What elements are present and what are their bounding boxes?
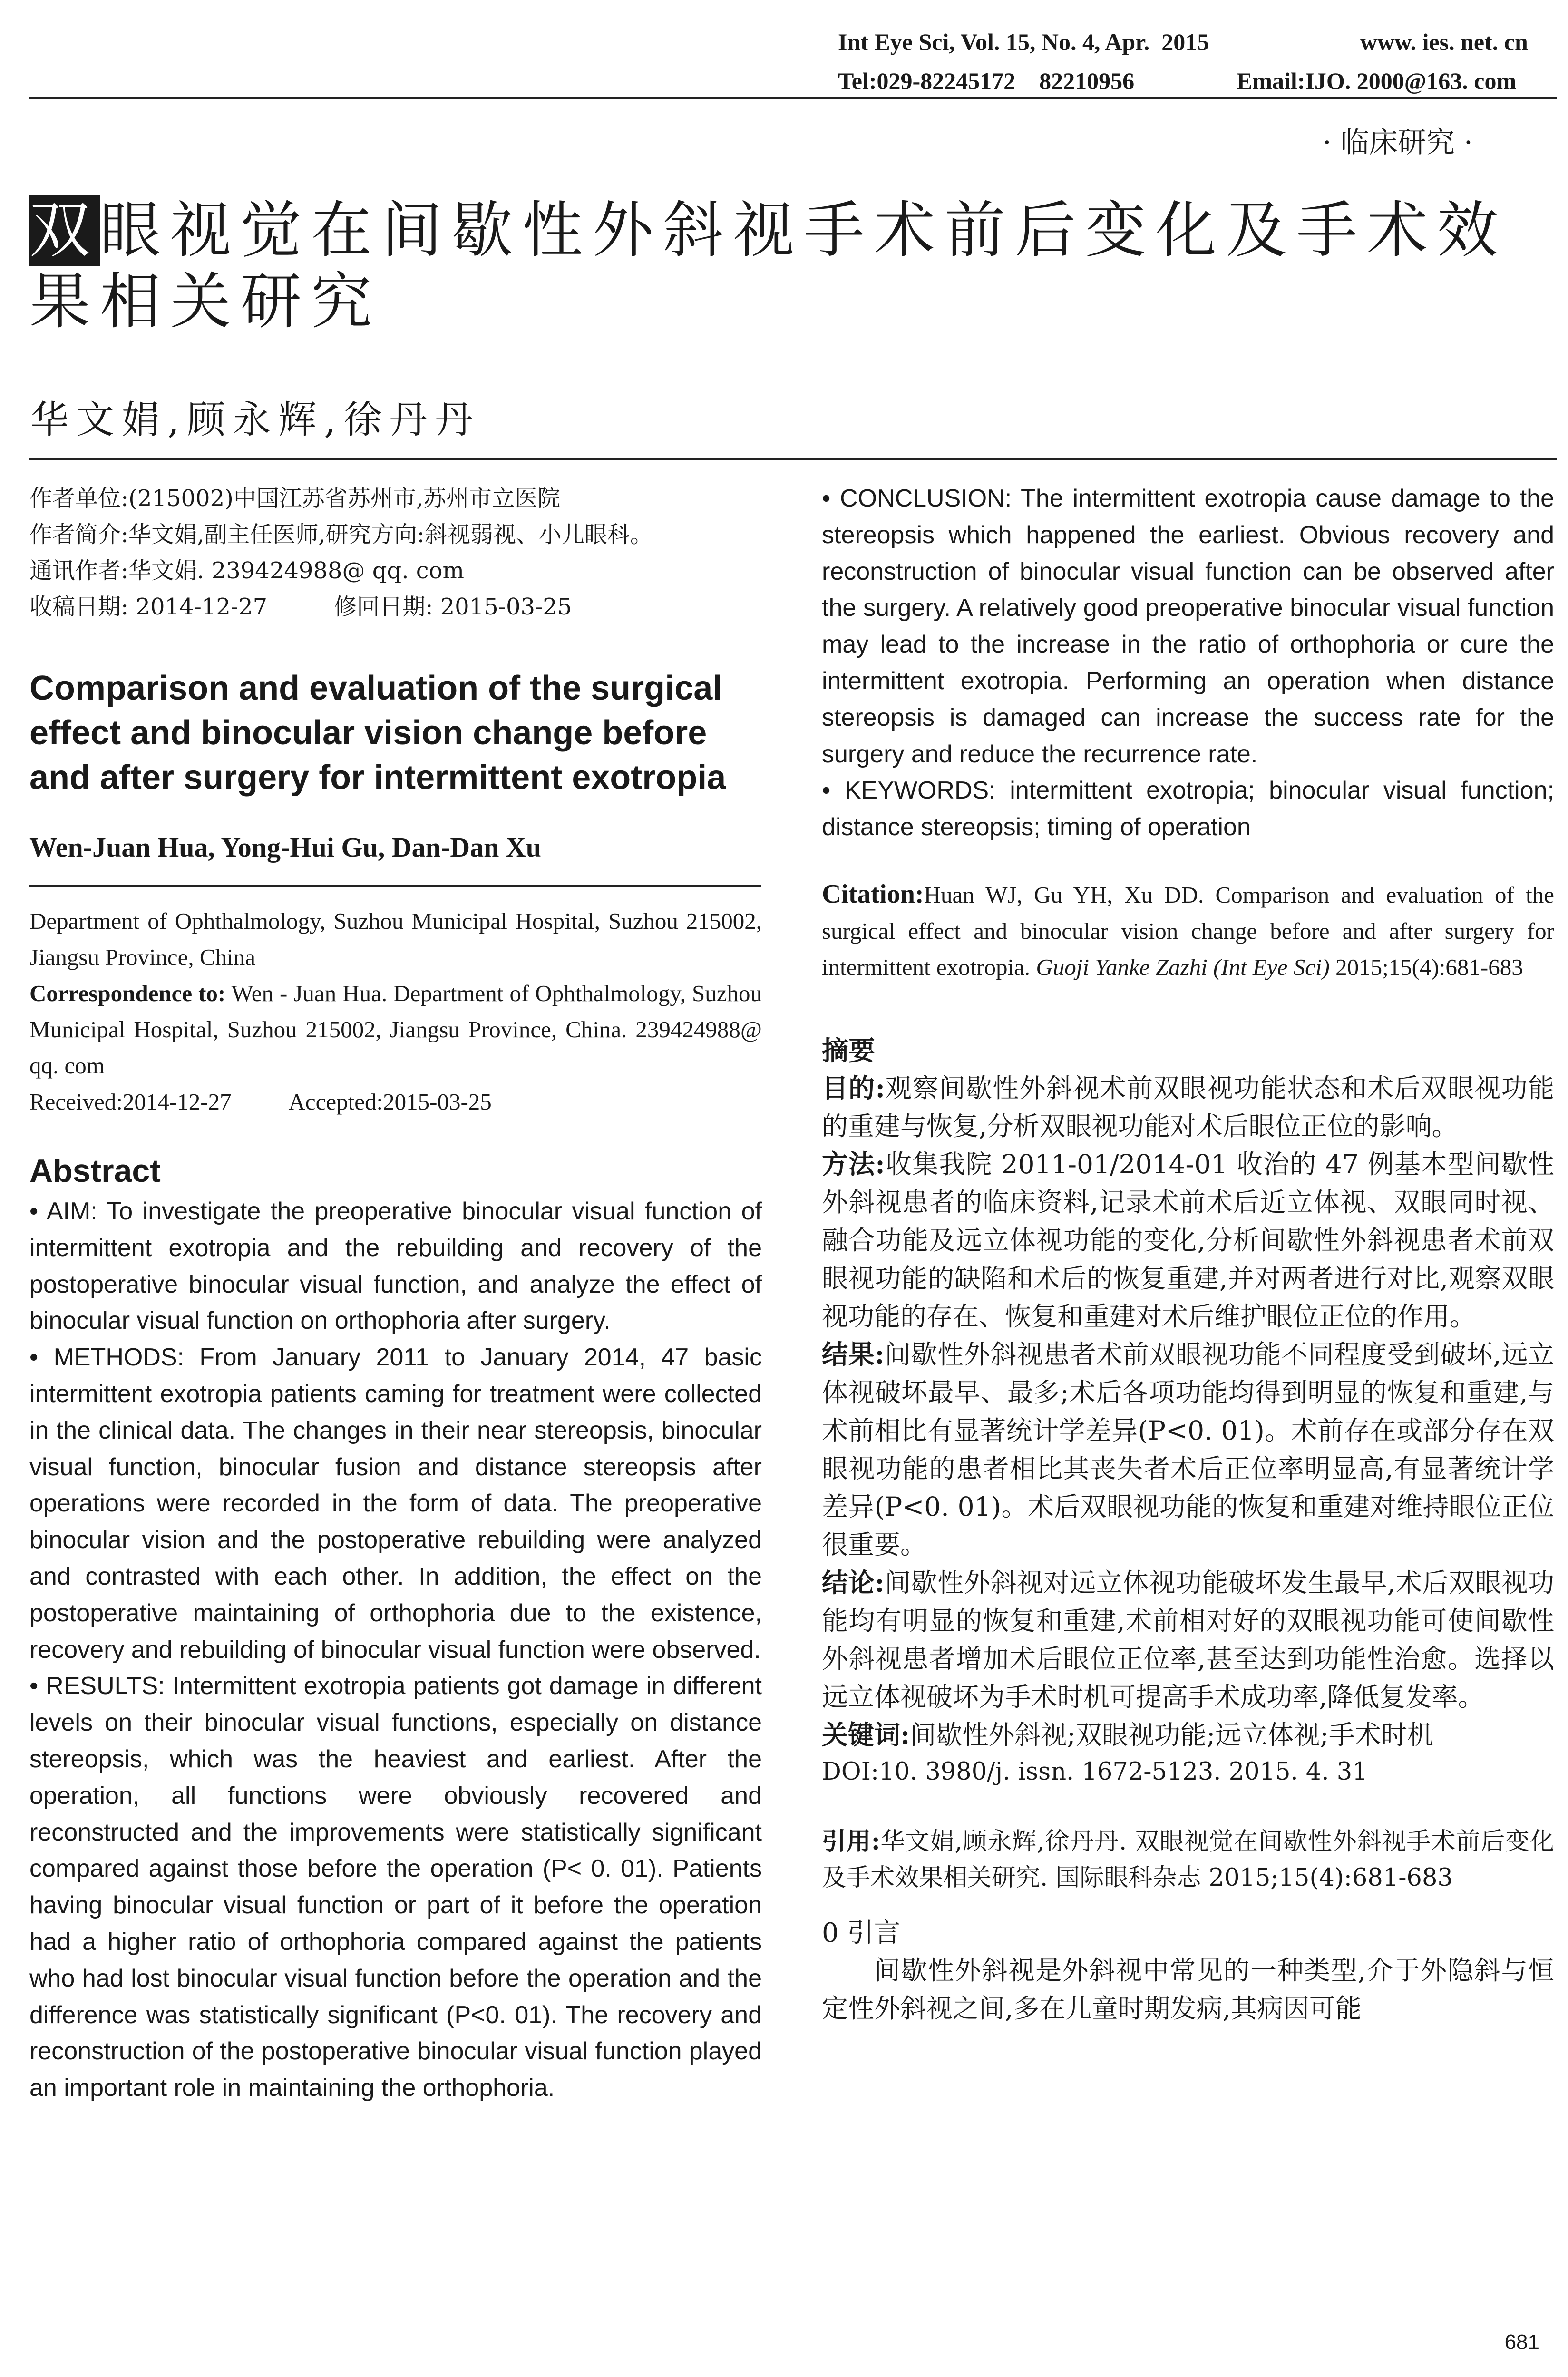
intro-text: 间歇性外斜视是外斜视中常见的一种类型,介于外隐斜与恒定性外斜视之间,多在儿童时期发病,其病因可能: [822, 1955, 1554, 2024]
cn-aim-label: 目的:: [822, 1072, 885, 1103]
abstract-keywords: • KEYWORDS: intermittent exotropia; binocular visual function; distance stereopsis; timing of operation: [822, 777, 1554, 841]
cn-keywords: [822, 1716, 1554, 1754]
cn-methods-label: 方法:: [822, 1148, 885, 1179]
correspondence: [29, 975, 762, 1084]
cn-keywords-text: 间歇性外斜视;双眼视功能;远立体视;手术时机: [910, 1719, 1433, 1750]
cn-methods-text: 收集我院 2011-01/2014-01 收治的 47 例基本型间歇性外斜视患者的临床资料,记录术前术后近立体视、双眼同时视、融合功能及远立体视功能的变化,分析间歇性外斜视患者术前双眼视功能的缺陷和术后的恢复重建,并对两者进行对比,观察双眼视功能的存在、恢复和重建对术后维护眼位正位的作用。: [822, 1149, 1554, 1332]
citation-cn-label: 引用:: [822, 1827, 880, 1856]
cn-results: [822, 1335, 1554, 1564]
cn-aim-text: 观察间歇性外斜视术前双眼视功能状态和术后双眼视功能的重建与恢复,分析双眼视功能对术后眼位正位的影响。: [822, 1072, 1554, 1141]
citation-cn: [822, 1823, 1554, 1896]
citation-journal: Guoji Yanke Zazhi (Int Eye Sci): [1036, 954, 1330, 980]
cn-methods: [822, 1145, 1554, 1335]
cn-results-text: 间歇性外斜视患者术前双眼视功能不同程度受到破坏,远立体视破坏最早、最多;术后各项功能均得到明显的恢复和重建,与术前相比有显著统计学差异(P<0. 01)。术前存在或部分存在双眼视功能的患者相比其丧失者术后正位率明显高,有显著统计学差异(P<0. 01)。术后双眼视功能的恢复和重建对维持眼位正位很重要。: [822, 1339, 1554, 1560]
cn-conclusion-text: 间歇性外斜视对远立体视功能破坏发生最早,术后双眼视功能均有明显的恢复和重建,术前相对好的双眼视功能可使间歇性外斜视患者增加术后眼位正位率,甚至达到功能性治愈。选择以远立体视破坏为手术时机可提高手术成功率,降低复发率。: [822, 1567, 1554, 1712]
english-authors: Wen-Juan Hua, Yong-Hui Gu, Dan-Dan Xu: [29, 832, 541, 863]
abstract-aim: • AIM: To investigate the preoperative binocular visual function of intermittent exotropia and the rebuilding and recovery of the postoperative binocular visual function, and analyze the effect of binocular visual function on orthophoria after surgery.: [29, 1198, 762, 1335]
intro-heading: 0 引言: [822, 1917, 901, 1948]
title-rest: 眼视觉在间歇性外斜视手术前后变化及手术效果相关研究: [29, 195, 1508, 337]
page-number: 681: [1504, 2330, 1539, 2354]
cn-keywords-label: 关键词:: [822, 1719, 910, 1750]
authors-chinese: 华文娟,顾永辉,徐丹丹: [30, 398, 481, 442]
header-rule: [29, 97, 1557, 99]
cn-conclusion: [822, 1564, 1554, 1716]
english-title: Comparison and evaluation of the surgical effect and binocular vision change before and after surgery for intermittent exotropia: [29, 669, 726, 797]
abstract-results: • RESULTS: Intermittent exotropia patients got damage in different levels on their binocular visual functions, especially on distance stereopsis, which was the heaviest and earliest. After the operation, all functions were obviously recovered and reconstructed and the improvements were statistically significant compared against those before the operation (P< 0. 01). Patients having binocular visual function or part of it before the operation had a higher ratio of orthophoria compared against the patients who had lost binocular visual function before the operation and the difference was statistically significant (P<0. 01). The recovery and reconstruction of the postoperative binocular visual function played an important role in maintaining the orthophoria.: [29, 1672, 762, 2102]
author-rule: [29, 885, 761, 887]
accepted-en: Accepted:2015-03-25: [288, 1089, 492, 1115]
citation-text: Huan WJ, Gu YH, Xu DD. Comparison and evaluation of the surgical effect and binocular vision change before and after surgery for intermittent exotropia.: [822, 881, 1554, 980]
corresponding-author: 通讯作者:华文娟. 239424988@ qq. com: [29, 557, 465, 584]
abstract-heading: Abstract: [29, 1153, 161, 1189]
dates-cn: [29, 589, 762, 625]
dates-en: [29, 1084, 762, 1120]
author-unit: 作者单位:(215002)中国江苏省苏州市,苏州市立医院: [29, 485, 561, 512]
citation-tail: 2015;15(4):681-683: [1329, 954, 1523, 980]
cn-aim: [822, 1069, 1554, 1145]
abstract-conclusion: • CONCLUSION: The intermittent exotropia cause damage to the stereopsis which happened the earliest. Obvious recovery and reconstruction of binocular visual function can be observed after the surgery. A relatively good preoperative binocular visual function may lead to the increase in the ratio of orthophoria or cure the intermittent exotropia. Performing an operation when distance stereopsis is damaged can increase the success rate for the surgery and reduce the recurrence rate.: [822, 485, 1554, 768]
citation-cn-text: 华文娟,顾永辉,徐丹丹. 双眼视觉在间歇性外斜视手术前后变化及手术效果相关研究. 国际眼科杂志 2015;15(4):681-683: [822, 1827, 1554, 1892]
title-first-char: 双: [29, 195, 100, 266]
section-tag: · 临床研究 ·: [1322, 126, 1473, 159]
department: Department of Ophthalmology, Suzhou Municipal Hospital, Suzhou 215002, Jiangsu Province, China: [29, 908, 762, 970]
correspondence-text: Wen - Juan Hua. Department of Ophthalmology, Suzhou Municipal Hospital, Suzhou 215002, Jiangsu Province, China. 239424988@ qq. com: [29, 980, 762, 1079]
left-column: [29, 480, 762, 2106]
citation-en: [822, 876, 1554, 985]
citation-label: Citation:: [822, 879, 924, 909]
cn-conclusion-label: 结论:: [822, 1567, 885, 1598]
received-en: Received:2014-12-27: [29, 1089, 232, 1115]
cn-results-label: 结果:: [822, 1338, 885, 1370]
journal-website: www. ies. net. cn: [1360, 29, 1528, 55]
revised-date: 修回日期: 2015-03-25: [334, 594, 572, 620]
doi: DOI:10. 3980/j. issn. 1672-5123. 2015. 4. 31: [822, 1757, 1368, 1786]
journal-email: Email:IJO. 2000@163. com: [1237, 68, 1517, 94]
right-column: [822, 480, 1554, 2027]
received-date: 收稿日期: 2014-12-27: [29, 594, 268, 620]
abstract-methods: • METHODS: From January 2011 to January 2014, 47 basic intermittent exotropia patients caming for treatment were collected in the clinical data. The changes in their near stereopsis, binocular visual function, binocular fusion and distance stereopsis after operations were recorded in the form of data. The preoperative binocular vision and the postoperative rebuilding were analyzed and contrasted with each other. In addition, the effect on the postoperative maintaining of orthophoria due to the existence, recovery and rebuilding of binocular visual function were observed.: [29, 1344, 762, 1664]
journal-tel: Tel:029-82245172 82210956: [838, 68, 1135, 94]
author-intro: 作者简介:华文娟,副主任医师,研究方向:斜视弱视、小儿眼科。: [29, 521, 653, 548]
chinese-abstract-heading: 摘要: [822, 1035, 875, 1067]
title-rule: [29, 458, 1557, 460]
journal-info: Int Eye Sci, Vol. 15, No. 4, Apr. 2015: [838, 29, 1209, 55]
article-title: [29, 195, 1542, 338]
correspondence-label: Correspondence to:: [29, 980, 226, 1006]
